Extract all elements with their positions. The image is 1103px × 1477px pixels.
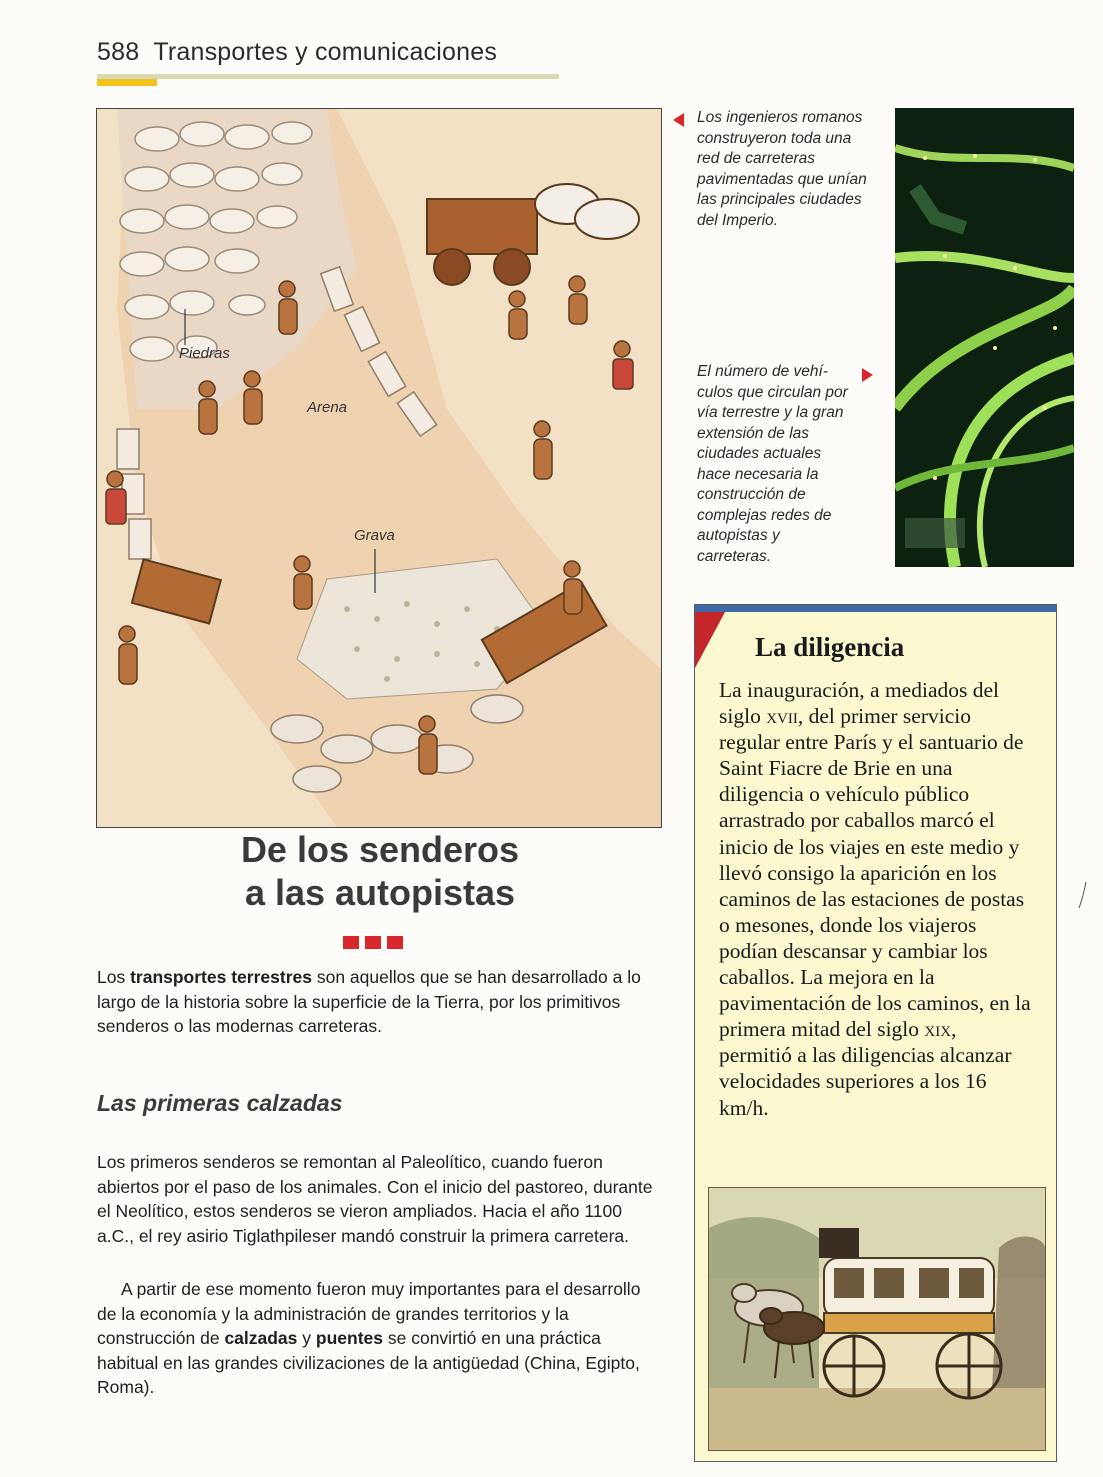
paragraph-text: y	[297, 1328, 316, 1348]
decoration-square	[343, 936, 359, 949]
paragraph-text: se convirtió en una práctica habitual en las grandes civilizaciones de la antigüedad (China, Egipto, Roma).	[97, 1328, 640, 1397]
title-line-1: De los senderos	[240, 829, 520, 870]
sand-label: Arena	[307, 399, 348, 416]
section-paragraph-1: Los primeros senderos se remontan al Paleolítico, cuando fueron abiertos por el paso de los animales. Con el inicio del pastoreo, durante el Neolítico, estos senderos se vieron ampliados. Hacia el año 1100 a.C., el rey asirio Tiglathpileser mandó construir la primera carretera.	[97, 1152, 653, 1246]
sidebar-text-part: , del primer servicio regular entre París y el santuario de Saint Fiacre de Brie en una diligencia o vehículo público arrastrado por caballos marcó el inicio de los viajes en este medio y llevó consigo la aparición en los caminos de las estaciones de postas o mesones, donde los viajeros podían descansar y cambiar los caballos. La mejora en la pavimentación de los caminos, en la primera mitad del siglo	[719, 704, 1031, 1042]
intro-text-end: son aquellos que se han desarrollado a lo largo de la historia sobre la superficie de la Tierra, por los primitivos senderos o las modernas carreteras.	[97, 967, 641, 1036]
sidebar-title: La diligencia	[755, 632, 905, 662]
page-title	[190, 828, 570, 914]
box-top-bar	[695, 605, 1056, 612]
box-corner-accent	[695, 612, 725, 668]
intro-bold-term: transportes terrestres	[130, 967, 312, 987]
caption-modern-traffic: El número de vehículos que circulan por vía terrestre y la gran extensión de las ciudades actuales hace necesaria la construcción de complejas redes de autopistas y carreteras.	[697, 363, 848, 565]
gravel-label: Grava	[354, 527, 395, 544]
highway-drawing	[895, 108, 1074, 567]
title-line-2: a las autopistas	[244, 872, 516, 913]
stagecoach-illustration	[708, 1187, 1046, 1451]
intro-paragraph	[97, 965, 663, 1039]
bold-term-puentes: puentes	[315, 1328, 383, 1348]
sidebar-text-part: La inauguración, a mediados del siglo	[719, 678, 999, 729]
decoration-square	[365, 936, 381, 949]
caption-roman-roads: Los ingenieros romanos construyeron toda una red de carreteras pavimentadas que unían las principales ciudades del Imperio.	[697, 109, 867, 229]
sidebar-text-part: , permitió a las diligencias alcanzar velocidades superiores a los 16 km/h.	[719, 1017, 1012, 1120]
page-number: 588	[97, 38, 140, 66]
header-accent-bar	[97, 79, 157, 86]
roman-road-illustration	[96, 108, 662, 828]
decoration-square	[387, 936, 403, 949]
sidebar-text	[719, 677, 1034, 1121]
caption-pointer-right-icon	[862, 368, 873, 382]
stagecoach-drawing	[709, 1188, 1045, 1450]
section-heading: Las primeras calzadas	[97, 1090, 343, 1116]
header-rule	[97, 74, 559, 79]
margin-pen-mark-icon	[1078, 880, 1088, 910]
century-numeral: xvii	[766, 704, 798, 729]
century-numeral: xix	[924, 1017, 952, 1042]
running-header	[97, 38, 497, 67]
title-decoration	[343, 936, 403, 949]
section-paragraph-2	[97, 1277, 663, 1400]
section-title: Transportes y comunicaciones	[153, 38, 498, 66]
bold-term-calzadas: calzadas	[224, 1328, 298, 1348]
stones-label: Piedras	[179, 345, 230, 362]
intro-text-start: Los	[97, 967, 131, 987]
road-construction-drawing	[97, 109, 661, 827]
margin-mark	[1078, 880, 1088, 910]
paragraph-text: A partir de ese momento fueron muy importantes para el desarrollo de la economía y la administración de grandes territorios y la construcción de	[97, 1279, 641, 1348]
highway-night-photo	[895, 108, 1074, 567]
caption-pointer-left-icon	[673, 113, 684, 127]
